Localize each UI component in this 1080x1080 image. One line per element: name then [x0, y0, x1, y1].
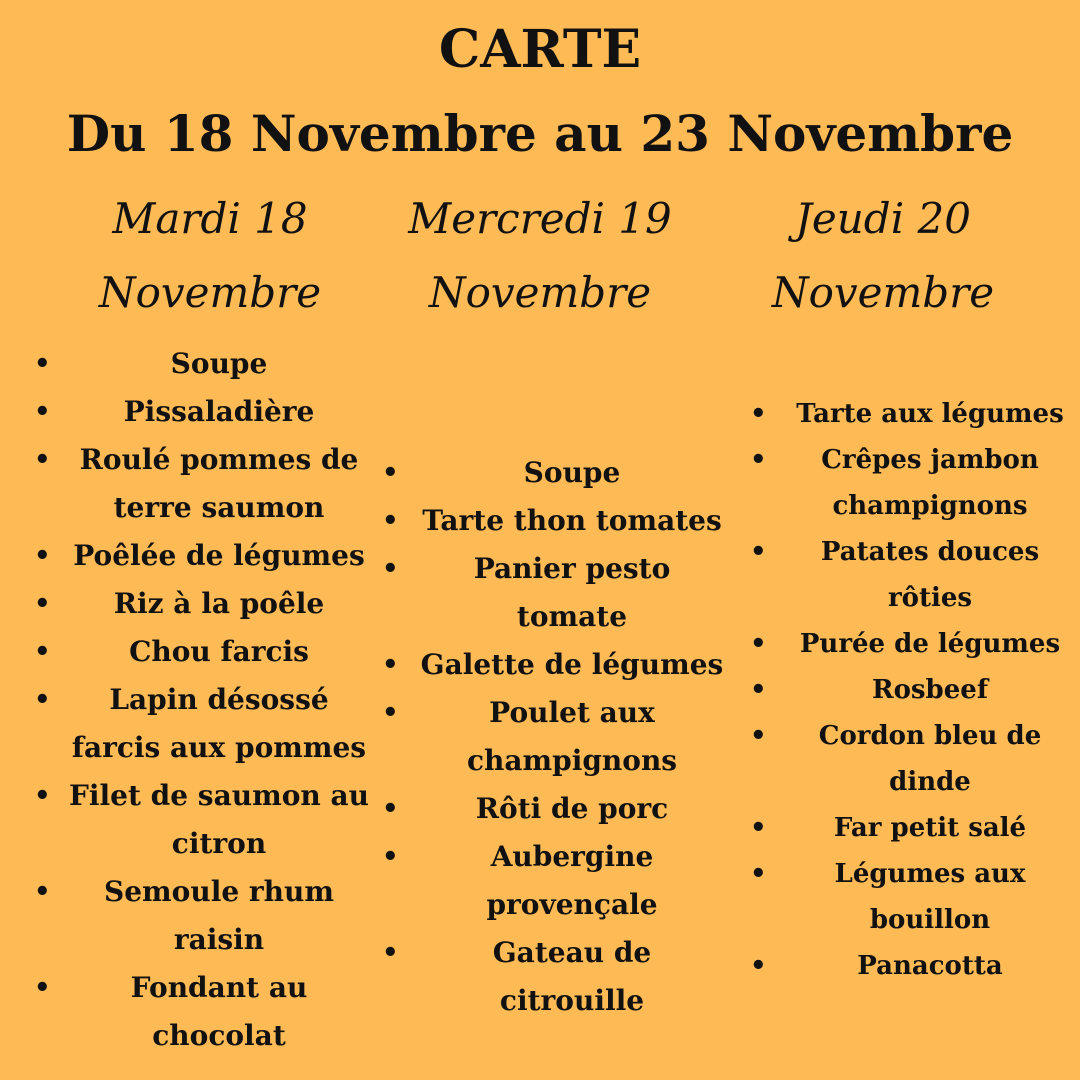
menu-list-mardi [30, 340, 370, 1060]
menu-list-jeudi [746, 391, 1076, 989]
month-label: Novembre [98, 268, 322, 317]
menu-item [30, 964, 370, 1060]
menu-item-label: Filet de saumon au citron [69, 779, 369, 860]
menu-list-mercredi [378, 449, 728, 1025]
day-heading-jeudi [733, 182, 1033, 330]
bullet-icon: • [382, 938, 399, 968]
menu-item-label: Aubergine provençale [486, 840, 658, 921]
menu-item [30, 436, 370, 532]
menu-item-label: Rôti de porc [475, 792, 669, 825]
bullet-icon: • [382, 650, 399, 680]
menu-item-label: Chou farcis [129, 635, 309, 668]
menu-item [30, 340, 370, 388]
menu-item-label: Poêlée de légumes [73, 539, 365, 572]
bullet-icon: • [34, 685, 51, 715]
month-label: Novembre [771, 268, 995, 317]
menu-item [746, 621, 1076, 667]
menu-item-label: Gateau de citrouille [492, 936, 652, 1017]
menu-item [30, 772, 370, 868]
menu-item-label: Panacotta [857, 951, 1003, 981]
menu-item [378, 545, 728, 641]
bullet-icon: • [750, 721, 767, 751]
menu-item [746, 851, 1076, 943]
bullet-icon: • [382, 554, 399, 584]
menu-item [378, 641, 728, 689]
menu-item-label: Riz à la poêle [113, 587, 325, 620]
bullet-icon: • [34, 589, 51, 619]
menu-item [746, 805, 1076, 851]
bullet-icon: • [750, 537, 767, 567]
bullet-icon: • [34, 877, 51, 907]
bullet-icon: • [750, 813, 767, 843]
menu-item [746, 437, 1076, 529]
menu-item [746, 943, 1076, 989]
menu-item [378, 833, 728, 929]
menu-item [378, 929, 728, 1025]
menu-item [378, 785, 728, 833]
menu-item-label: Semoule rhum raisin [104, 875, 334, 956]
menu-item [30, 388, 370, 436]
bullet-icon: • [34, 781, 51, 811]
menu-item [30, 676, 370, 772]
menu-item-label: Tarte aux légumes [796, 399, 1064, 429]
menu-item [378, 689, 728, 785]
menu-item [746, 391, 1076, 437]
bullet-icon: • [382, 458, 399, 488]
menu-item-label: Tarte thon tomates [422, 504, 722, 537]
bullet-icon: • [34, 637, 51, 667]
page-subtitle-date-range: Du 18 Novembre au 23 Novembre [66, 104, 1014, 163]
month-label: Novembre [428, 268, 652, 317]
menu-item [746, 713, 1076, 805]
bullet-icon: • [750, 629, 767, 659]
menu-item [30, 580, 370, 628]
menu-item-label: Patates douces rôties [820, 537, 1040, 613]
menu-item [746, 529, 1076, 621]
menu-item-label: Poulet aux champignons [466, 696, 678, 777]
bullet-icon: • [34, 445, 51, 475]
menu-item-label: Rosbeef [871, 675, 989, 705]
menu-item [30, 868, 370, 964]
bullet-icon: • [382, 794, 399, 824]
bullet-icon: • [750, 859, 767, 889]
menu-item-label: Pissaladière [123, 395, 315, 428]
menu-item-label: Galette de légumes [420, 648, 724, 681]
menu-item-label: Purée de légumes [799, 629, 1061, 659]
bullet-icon: • [382, 506, 399, 536]
bullet-icon: • [750, 399, 767, 429]
day-heading-mardi [60, 182, 360, 330]
menu-item-label: Légumes aux bouillon [834, 859, 1026, 935]
menu-item [30, 628, 370, 676]
bullet-icon: • [34, 973, 51, 1003]
menu-item-label: Panier pesto tomate [473, 552, 671, 633]
day-label: Jeudi 20 [795, 194, 971, 243]
bullet-icon: • [382, 842, 399, 872]
menu-item-label: Soupe [523, 456, 621, 489]
menu-item-label: Fondant au chocolat [130, 971, 308, 1052]
menu-item-label: Crêpes jambon champignons [821, 445, 1039, 521]
menu-item-label: Roulé pommes de terre saumon [79, 443, 359, 524]
page-title: CARTE [438, 19, 642, 80]
bullet-icon: • [382, 698, 399, 728]
bullet-icon: • [750, 951, 767, 981]
menu-item [30, 532, 370, 580]
bullet-icon: • [750, 675, 767, 705]
menu-item [378, 497, 728, 545]
menu-item-label: Soupe [170, 347, 268, 380]
day-label: Mercredi 19 [408, 194, 672, 243]
menu-item-label: Cordon bleu de dinde [818, 721, 1042, 797]
day-heading-mercredi [390, 182, 690, 330]
bullet-icon: • [750, 445, 767, 475]
bullet-icon: • [34, 397, 51, 427]
menu-item-label: Lapin désossé farcis aux pommes [71, 683, 367, 764]
menu-item [378, 449, 728, 497]
bullet-icon: • [34, 541, 51, 571]
bullet-icon: • [34, 349, 51, 379]
menu-item [746, 667, 1076, 713]
menu-item-label: Far petit salé [833, 813, 1027, 843]
day-label: Mardi 18 [112, 194, 308, 243]
